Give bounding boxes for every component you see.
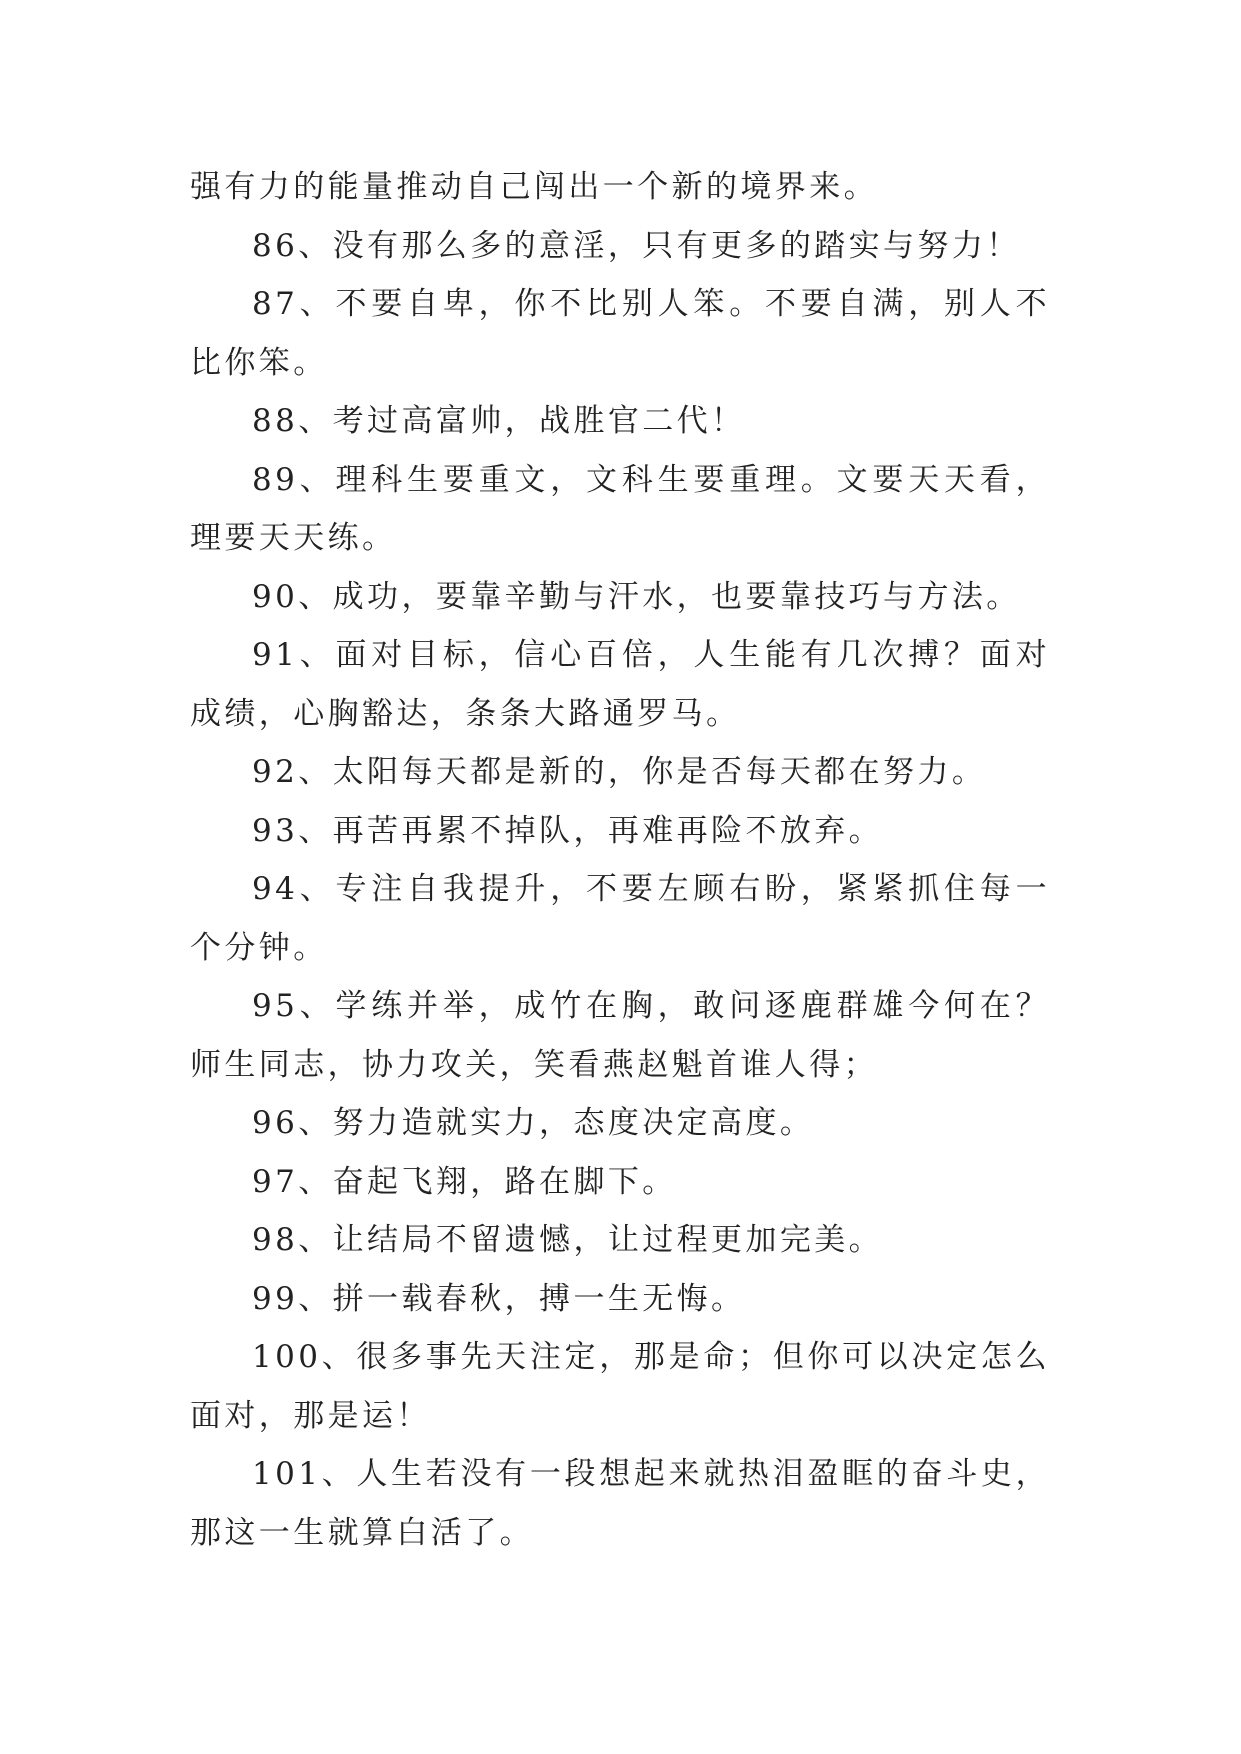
quote-91: 91、面对目标，信心百倍，人生能有几次搏？面对成绩，心胸豁达，条条大路通罗马。 <box>190 637 1050 732</box>
quote-95: 95、学练并举，成竹在胸，敢问逐鹿群雄今何在？师生同志，协力攻关，笑看燕赵魁首谁人得； <box>190 988 1050 1083</box>
quote-93: 93、再苦再累不掉队，再难再险不放弃。 <box>252 812 884 849</box>
quote-99: 99、拼一载春秋，搏一生无悔。 <box>252 1280 746 1317</box>
document-body <box>190 158 1050 1562</box>
quote-89: 89、理科生要重文，文科生要重理。文要天天看，理要天天练。 <box>190 461 1050 556</box>
quote-92: 92、太阳每天都是新的，你是否每天都在努力。 <box>252 754 987 790</box>
quote-94: 94、专注自我提升，不要左顾右盼，紧紧抓住每一个分钟。 <box>190 871 1050 966</box>
paragraph-continuation: 强有力的能量推动自己闯出一个新的境界来。 <box>190 169 878 205</box>
quote-86: 86、没有那么多的意淫，只有更多的踏实与努力！ <box>252 227 1021 264</box>
quote-101: 101、人生若没有一段想起来就热泪盈眶的奋斗史，那这一生就算白活了。 <box>190 1456 1050 1551</box>
quote-98: 98、让结局不留遗憾，让过程更加完美。 <box>252 1222 884 1258</box>
quote-88: 88、考过高富帅，战胜官二代！ <box>252 403 746 439</box>
quote-87: 87、不要自卑，你不比别人笨。不要自满，别人不比你笨。 <box>190 286 1050 381</box>
quote-97: 97、奋起飞翔，路在脚下。 <box>252 1163 677 1200</box>
quote-96: 96、努力造就实力，态度决定高度。 <box>252 1105 815 1141</box>
quote-100: 100、很多事先天注定，那是命；但你可以决定怎么面对，那是运！ <box>190 1339 1050 1434</box>
quote-90: 90、成功，要靠辛勤与汗水，也要靠技巧与方法。 <box>252 578 1021 615</box>
